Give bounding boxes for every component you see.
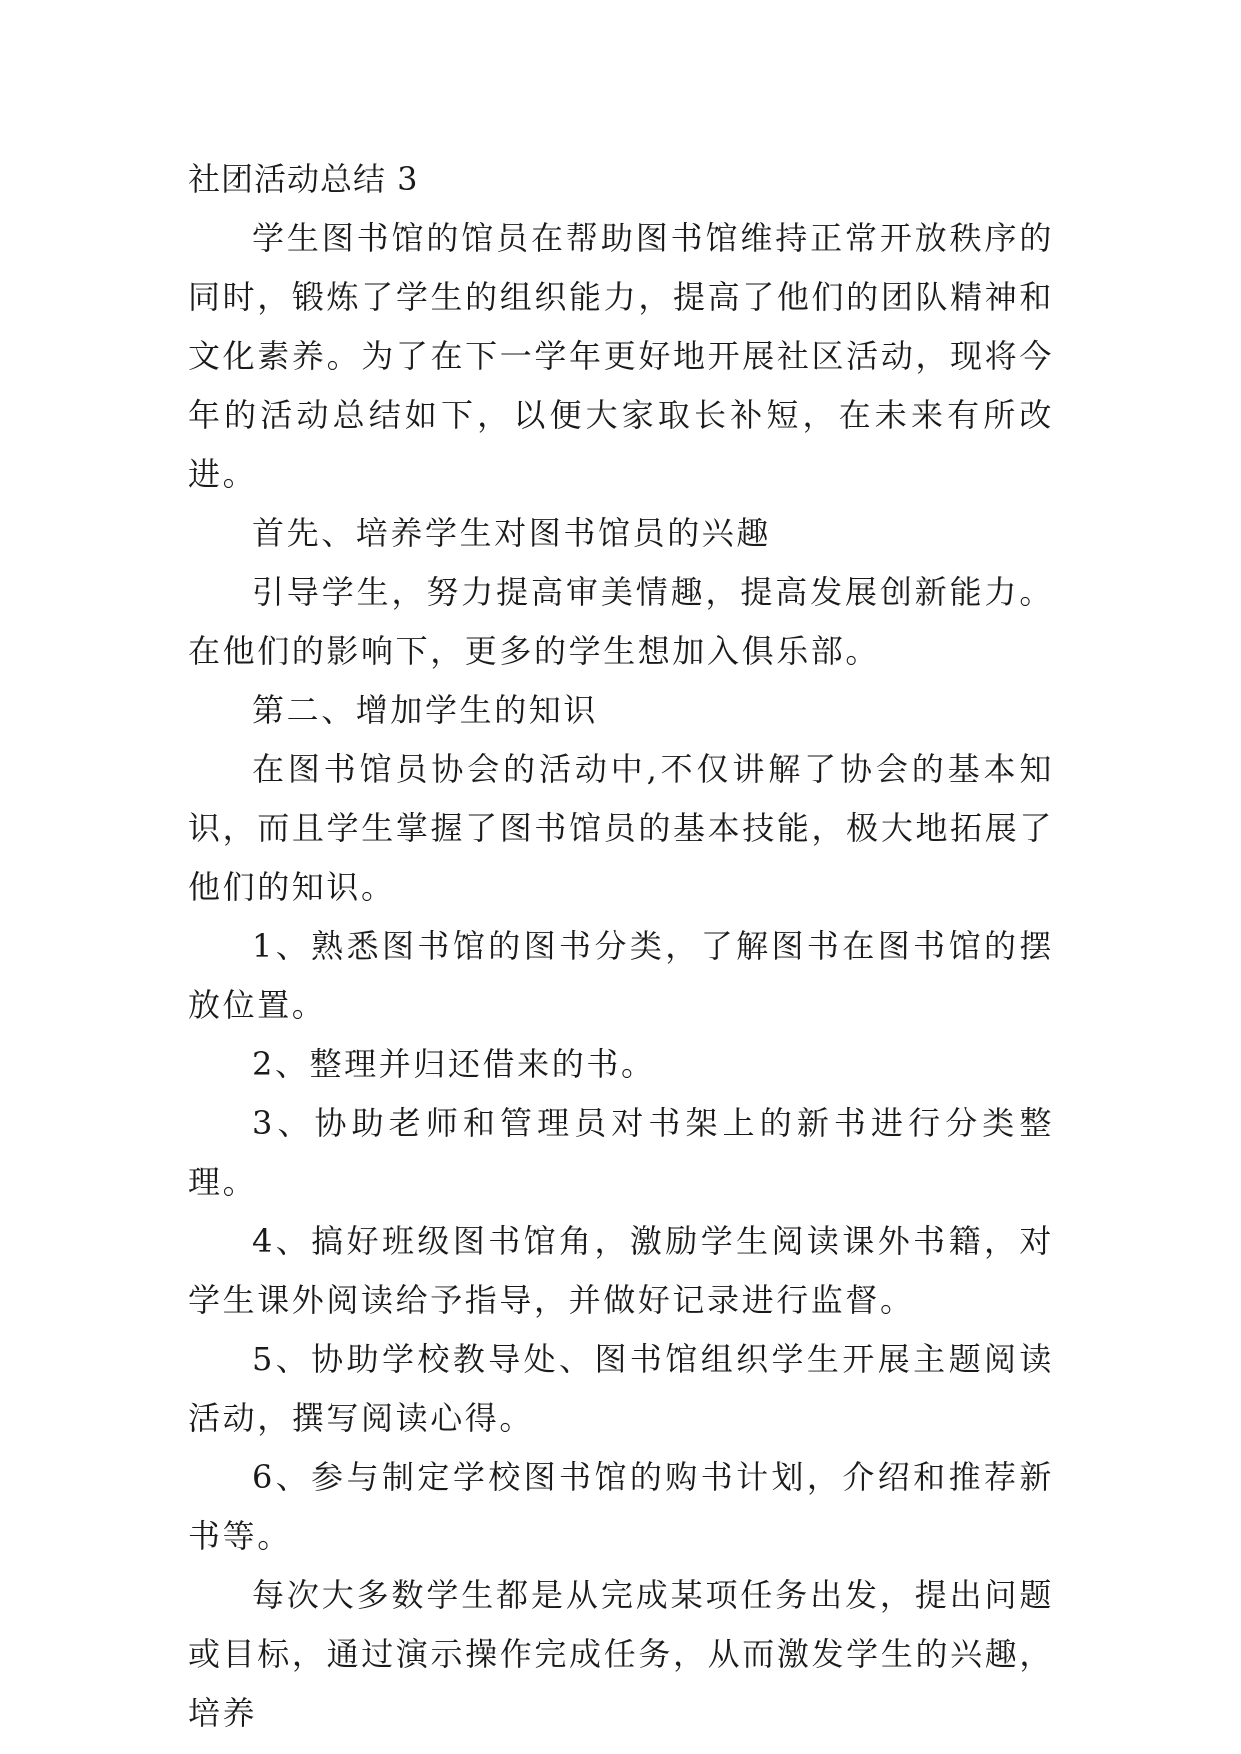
- list-item-3: 3、协助老师和管理员对书架上的新书进行分类整理。: [188, 1104, 1054, 1201]
- section-heading-interest: 首先、培养学生对图书馆员的兴趣: [252, 514, 772, 552]
- paragraph-intro: 学生图书馆的馆员在帮助图书馆维持正常开放秩序的同时，锻炼了学生的组织能力，提高了他们的团队精神和文化素养。为了在下一学年更好地开展社区活动，现将今年的活动总结如下，以便大家取长补短，在未来有所改进。: [188, 219, 1054, 493]
- paragraph-interest: 引导学生，努力提高审美情趣，提高发展创新能力。在他们的影响下，更多的学生想加入俱乐部。: [188, 573, 1054, 670]
- paragraph-knowledge: 在图书馆员协会的活动中,不仅讲解了协会的基本知识，而且学生掌握了图书馆员的基本技能，极大地拓展了他们的知识。: [188, 750, 1054, 906]
- list-item-2: 2、整理并归还借来的书。: [252, 1045, 656, 1083]
- list-item-4: 4、搞好班级图书馆角，激励学生阅读课外书籍，对学生课外阅读给予指导，并做好记录进行监督。: [188, 1222, 1054, 1319]
- list-item-5: 5、协助学校教导处、图书馆组织学生开展主题阅读活动，撰写阅读心得。: [188, 1340, 1054, 1437]
- document-title: 社团活动总结 3: [188, 160, 419, 198]
- section-heading-knowledge: 第二、增加学生的知识: [252, 691, 599, 729]
- document-page: [188, 150, 1054, 1743]
- list-item-1: 1、熟悉图书馆的图书分类，了解图书在图书馆的摆放位置。: [188, 927, 1054, 1024]
- list-item-6: 6、参与制定学校图书馆的购书计划，介绍和推荐新书等。: [188, 1458, 1054, 1555]
- paragraph-conclusion: 每次大多数学生都是从完成某项任务出发，提出问题或目标，通过演示操作完成任务，从而激发学生的兴趣，培养: [188, 1576, 1054, 1732]
